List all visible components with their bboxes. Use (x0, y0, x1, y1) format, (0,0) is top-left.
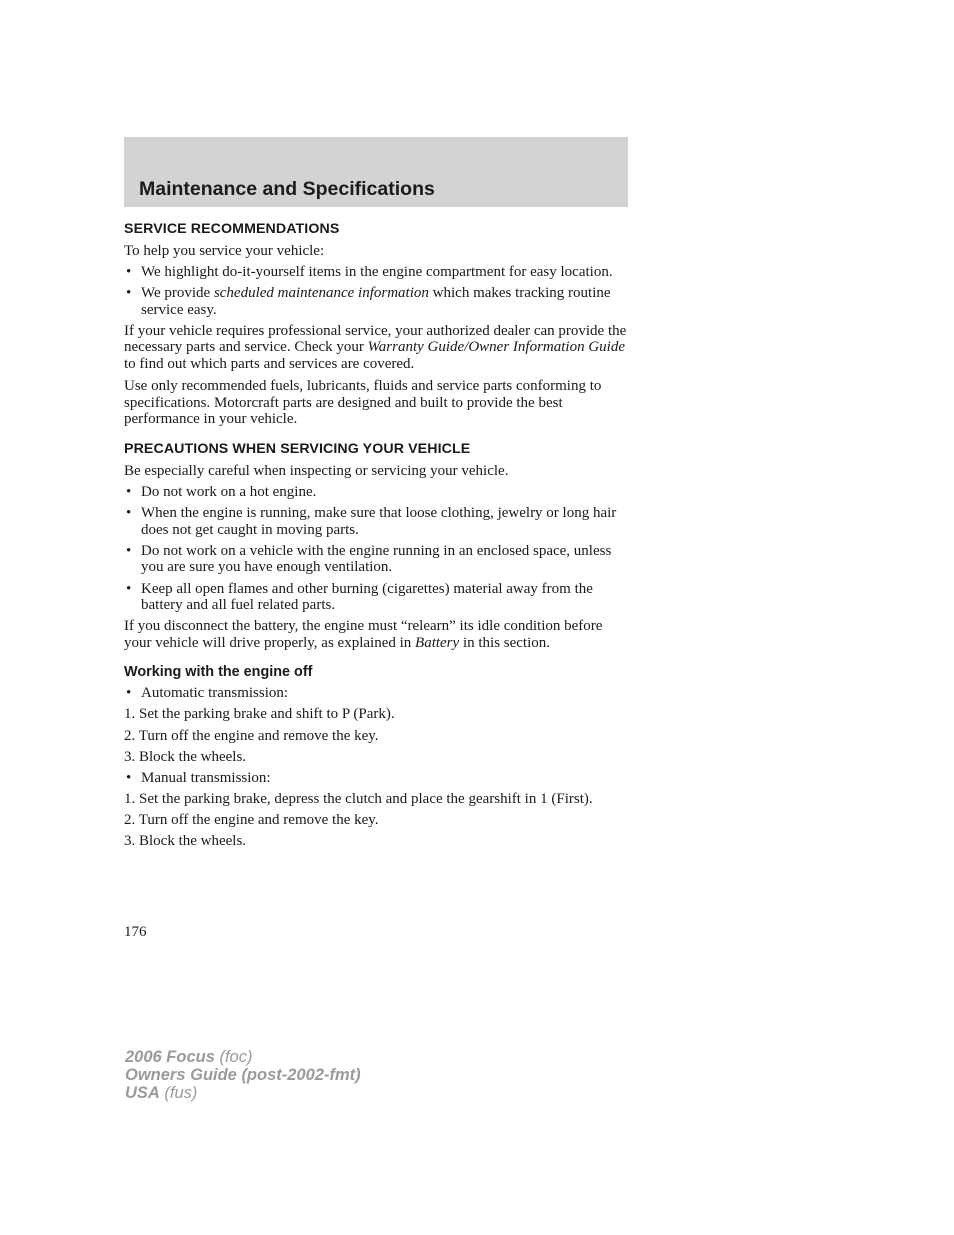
recommended-parts-paragraph: Use only recommended fuels, lubricants, fluids and service parts conforming to specifications. Motorcraft parts are designed and built to provide the best performance in your vehicle. (124, 378, 602, 428)
list-item (124, 543, 628, 576)
professional-service-paragraph (124, 323, 628, 373)
bullet-icon: • (126, 264, 132, 281)
engine-off-heading: Working with the engine off (124, 664, 313, 681)
bullet-icon: • (126, 484, 132, 501)
bullet-text-emphasis: scheduled maintenance information (213, 285, 429, 302)
bullet-icon: • (126, 580, 132, 597)
list-item (124, 484, 628, 501)
list-item (124, 505, 628, 538)
list-item (124, 581, 628, 614)
battery-relearn-paragraph (124, 618, 628, 651)
manual-transmission-list (124, 770, 628, 787)
footer-line-2 (125, 1066, 361, 1084)
footer-guide-name: Owners Guide (post-2002-fmt) (125, 1066, 361, 1085)
paragraph-text: If your vehicle requires professional service, your authorized dealer can provide the necessary parts and service. Check your (124, 322, 627, 356)
bullet-text-post: which makes tracking routine service easy. (141, 285, 611, 318)
bullet-text: Manual transmission: (141, 769, 271, 786)
footer-model: 2006 Focus (125, 1048, 215, 1066)
manual-step-3: 3. Block the wheels. (124, 833, 247, 850)
automatic-transmission-list (124, 685, 628, 702)
service-bullet-list (124, 264, 628, 318)
chapter-title: Maintenance and Specifications (139, 178, 435, 200)
warranty-guide-reference: Warranty Guide/Owner Information Guide (367, 339, 626, 356)
precautions-intro: Be especially careful when inspecting or servicing your vehicle. (124, 462, 509, 479)
list-item (124, 264, 628, 281)
auto-step-1: 1. Set the parking brake and shift to P (Park). (124, 706, 395, 723)
footer-market-code: (fus) (159, 1084, 198, 1103)
document-footer (125, 1048, 361, 1103)
bullet-text: We highlight do-it-yourself items in the engine compartment for easy location. (141, 264, 613, 281)
precautions-heading: PRECAUTIONS WHEN SERVICING YOUR VEHICLE (124, 440, 471, 457)
list-item (124, 285, 628, 318)
page-content (124, 220, 628, 854)
service-intro: To help you service your vehicle: (124, 243, 325, 259)
section-header-band (124, 137, 628, 207)
footer-line-3 (125, 1084, 361, 1102)
list-item (124, 770, 628, 787)
bullet-text: Keep all open flames and other burning (cigarettes) material away from the battery and all fuel related parts. (141, 580, 593, 614)
bullet-icon: • (126, 285, 132, 302)
footer-line-1 (125, 1048, 361, 1066)
bullet-text: Automatic transmission: (141, 685, 289, 702)
paragraph-text: If you disconnect the battery, the engine must “relearn” its idle condition before your vehicle will drive properly, as explained in (124, 618, 603, 651)
bullet-icon: • (126, 769, 132, 786)
bullet-text: Do not work on a hot engine. (141, 484, 317, 501)
page-number: 176 (124, 924, 147, 940)
bullet-icon: • (126, 505, 132, 522)
bullet-text: Do not work on a vehicle with the engine running in an enclosed space, unless you are sure you have enough ventilation. (141, 542, 612, 576)
list-item (124, 685, 628, 702)
paragraph-text: in this section. (459, 634, 551, 651)
bullet-icon: • (126, 542, 132, 559)
footer-market: USA (125, 1084, 160, 1103)
bullet-text-pre: We provide (141, 285, 214, 302)
bullet-icon: • (126, 685, 132, 702)
auto-step-3: 3. Block the wheels. (124, 748, 247, 765)
paragraph-text: to find out which parts and services are covered. (124, 356, 415, 373)
service-recommendations-heading: SERVICE RECOMMENDATIONS (124, 221, 340, 237)
manual-step-1: 1. Set the parking brake, depress the clutch and place the gearshift in 1 (First). (124, 790, 593, 807)
precautions-bullet-list (124, 484, 628, 614)
footer-model-code: (foc) (214, 1048, 253, 1066)
battery-reference: Battery (415, 634, 460, 651)
manual-step-2: 2. Turn off the engine and remove the key. (124, 811, 379, 828)
auto-step-2: 2. Turn off the engine and remove the key. (124, 727, 379, 744)
bullet-text: When the engine is running, make sure that loose clothing, jewelry or long hair does not get caught in moving parts. (141, 505, 617, 538)
